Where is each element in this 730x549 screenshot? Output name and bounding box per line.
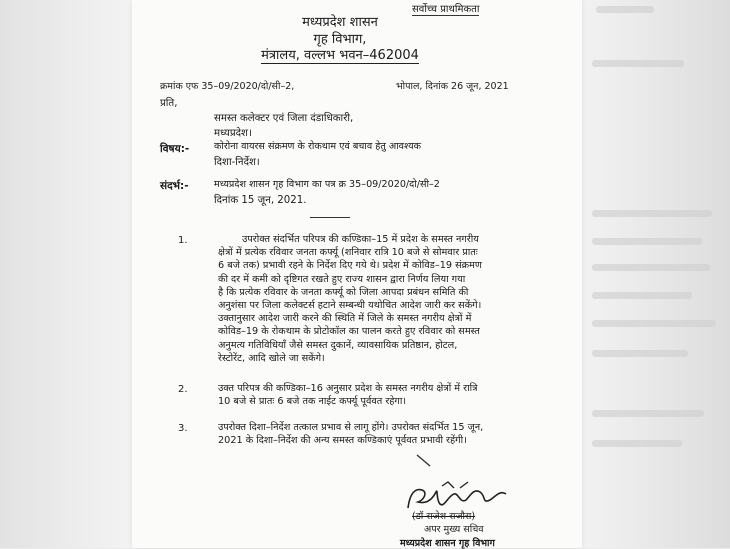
point-1-line: क्षेत्रों में प्रत्येक रविवार जनता कर्फ्यू (शनिवार रात्रि 10 बजे से सोमवार प्रातः [218,247,478,259]
point-3-line: 2021 के दिशा–निर्देश की अन्य समस्त कण्डिकाएं पूर्ववत प्रभावी रहेंगी। [218,435,467,447]
point-1-line: कोविड–19 के रोकथाम के प्रोटोकॉल का पालन करते हुए रविवार को समस्त [218,326,480,338]
pen-mark [416,454,432,468]
signatory-designation: अपर मुख्य सचिव [424,524,484,535]
header-govt: मध्यप्रदेश शासन [302,15,378,30]
background-right [582,0,730,548]
point-1-line: 6 बजे तक) प्रभावी रहने के निर्देश दिए गये थे। प्रदेश में कोविड–19 संक्रमण [218,260,482,272]
point-1-number: 1. [178,235,188,246]
to-label: प्रति, [160,98,178,109]
point-1-line: की दर में कमी को दृष्टिगत रखते हुए राज्य शासन द्वारा निर्णय लिया गया [218,273,466,285]
point-3-text [218,421,494,447]
point-3-number: 3. [178,423,188,434]
reference-label: संदर्भ:- [160,180,189,192]
point-3-line: उपरोक्त दिशा–निर्देश तत्काल प्रभाव से लागू होंगे। उपरोक्त संदर्भित 15 जून, [218,422,484,433]
signatory-name: (डॉ राजेश राजौरा) [412,511,476,522]
signatory-office: मध्यप्रदेश शासन गृह विभाग [400,538,495,549]
letter-page [132,0,582,548]
header-address-text: मंत्रालय, वल्लभ भवन–462004 [261,48,419,63]
point-2-line: उक्त परिपत्र की कण्डिका–16 अनुसार प्रदेश के समस्त नगरीय क्षेत्रों में रात्रि [218,383,478,394]
point-1-line: अनुमत्य गतिविधियाँ जैसे समस्त दुकानें, व्यावसायिक प्रतिष्ठान, होटल, [218,339,458,351]
point-1-line: उपरोक्त संदर्भित परिपत्र की कण्डिका–15 में प्रदेश के समस्त नगरीय [242,234,479,245]
reference-number: क्रमांक एफ 35–09/2020/दो/सी–2, [160,81,295,92]
subject-line-2: दिशा-निर्देश। [214,157,260,168]
header-address [190,45,490,63]
point-2-number: 2. [178,384,188,395]
recipient-line-1: समस्त कलेक्टर एवं जिला दंडाधिकारी, [214,113,354,124]
point-1-text [218,233,494,365]
point-1-line: रेस्टोरेंट, आदि खोले जा सकेंगे। [218,352,325,364]
point-1-line: उक्तानुसार आदेश जारी करने की स्थिति में जिले के समस्त नगरीय क्षेत्रों में [218,313,472,325]
recipient-line-2: मध्यप्रदेश। [214,128,252,139]
reference-line-2: दिनांक 15 जून, 2021. [214,195,307,206]
point-2-line: 10 बजे से प्रातः 6 बजे तक नाईट कर्फ्यू पूर्ववत रहेगा। [218,396,407,408]
header-department: गृह विभाग, [313,32,367,47]
priority-label: सर्वोच्च प्राथमिकता [412,1,479,16]
subject-line-1: कोरोना वायरस संक्रमण के रोकथाम एवं बचाव हेतु आवश्यक [214,141,422,152]
background-left [0,0,132,548]
place-date: भोपाल, दिनांक 26 जून, 2021 [396,81,509,92]
point-2-text [218,382,494,408]
point-1-line: अनुशंसा पर जिला कलेक्टर्स हटाने सम्बन्धी यथोचित आदेश जारी कर सकेंगे। [218,300,482,312]
reference-line-1: मध्यप्रदेश शासन गृह विभाग का पत्र क्र 35–09/2020/दो/सी–2 [214,179,440,190]
divider [310,217,350,218]
point-1-line: है कि प्रत्येक रविवार के जनता कर्फ्यू को जिला आपदा प्रबंधन समिति की [218,286,469,298]
subject-label: विषय:- [160,143,190,155]
